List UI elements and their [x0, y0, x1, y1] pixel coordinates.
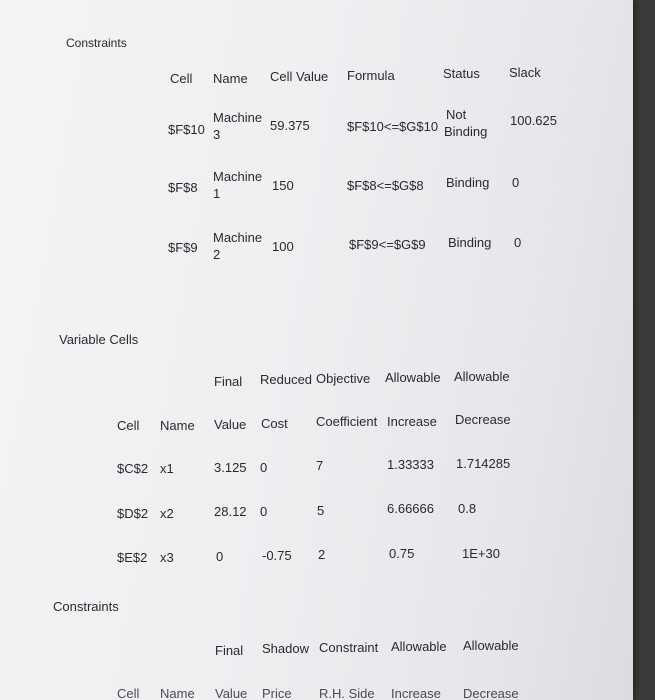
vc-header-allowable-dec: Allowable: [454, 369, 510, 384]
c2-header-name: Name: [160, 686, 195, 700]
row3-value: 100: [272, 239, 294, 254]
row1-cell: $F$10: [168, 122, 205, 137]
vc-row1-cell: $C$2: [117, 461, 149, 476]
row3-name-line2: 2: [213, 247, 221, 262]
section-title-constraints-2: Constraints: [53, 599, 119, 614]
header-slack: Slack: [509, 65, 541, 80]
c2-header-allowable-inc: Allowable: [391, 639, 447, 654]
c2-header-increase: Increase: [391, 686, 441, 700]
vc-row2-reduced: 0: [260, 504, 268, 519]
vc-row3-final: 0: [216, 549, 224, 564]
vc-row2-name: x2: [160, 506, 174, 521]
vc-row3-decrease: 1E+30: [462, 546, 500, 561]
row1-name-line1: Machine: [213, 110, 263, 125]
vc-row2-final: 28.12: [214, 504, 247, 519]
vc-row1-name: x1: [160, 461, 174, 476]
row2-slack: 0: [512, 175, 520, 190]
vc-row3-reduced: -0.75: [262, 548, 292, 563]
vc-header-name: Name: [160, 418, 195, 433]
row2-formula: $F$8<=$G$8: [347, 178, 424, 193]
header-name: Name: [213, 71, 248, 86]
vc-header-cell: Cell: [117, 418, 140, 433]
vc-row2-decrease: 0.8: [458, 501, 477, 516]
vc-row3-cell: $E$2: [117, 550, 148, 565]
row2-cell: $F$8: [168, 180, 198, 195]
vc-row1-objective: 7: [316, 458, 324, 473]
header-cell-value: Cell Value: [270, 69, 329, 84]
vc-row1-decrease: 1.714285: [456, 456, 511, 471]
section-title-variable-cells: Variable Cells: [59, 332, 139, 347]
vc-header-value: Value: [214, 417, 247, 432]
vc-header-reduced: Reduced: [260, 372, 313, 387]
row3-status: Binding: [448, 235, 492, 250]
vc-header-final: Final: [214, 374, 243, 389]
c2-header-value: Value: [215, 686, 248, 700]
vc-header-increase: Increase: [387, 414, 437, 429]
c2-header-constraint: Constraint: [319, 640, 379, 655]
cutoff-header-row: [0, 684, 633, 700]
vc-row2-objective: 5: [317, 503, 325, 518]
c2-header-price: Price: [262, 686, 292, 700]
header-formula: Formula: [347, 68, 395, 83]
row3-cell: $F$9: [168, 240, 198, 255]
header-cell: Cell: [170, 71, 193, 86]
row2-status: Binding: [446, 175, 490, 190]
vc-row1-reduced: 0: [260, 460, 268, 475]
row2-name-line1: Machine: [213, 169, 263, 184]
vc-header-cost: Cost: [261, 416, 288, 431]
vc-header-allowable-inc: Allowable: [385, 370, 441, 385]
header-status: Status: [443, 66, 480, 81]
vc-row1-final: 3.125: [214, 460, 247, 475]
c2-header-rh-side: R.H. Side: [319, 686, 375, 700]
section-title-constraints: Constraints: [66, 36, 127, 50]
vc-header-objective: Objective: [316, 371, 371, 386]
vc-row2-cell: $D$2: [117, 506, 149, 521]
row3-formula: $F$9<=$G$9: [349, 237, 426, 252]
row3-name-line1: Machine: [213, 230, 263, 245]
vc-row1-increase: 1.33333: [387, 457, 434, 472]
row1-status-line1: Not: [446, 107, 467, 122]
vc-row2-increase: 6.66666: [387, 501, 434, 516]
row2-value: 150: [272, 178, 294, 193]
vc-row3-increase: 0.75: [389, 546, 415, 561]
row3-slack: 0: [514, 235, 522, 250]
row1-status-line2: Binding: [444, 124, 488, 139]
row2-name-line2: 1: [213, 186, 221, 201]
c2-header-final: Final: [215, 643, 244, 658]
row1-formula: $F$10<=$G$10: [347, 119, 439, 134]
row1-value: 59.375: [270, 118, 310, 133]
c2-header-allowable-dec: Allowable: [463, 638, 519, 653]
vc-row3-objective: 2: [318, 547, 326, 562]
vc-header-decrease: Decrease: [455, 412, 511, 427]
row1-slack: 100.625: [510, 113, 557, 128]
vc-header-coefficient: Coefficient: [316, 414, 378, 429]
c2-header-shadow: Shadow: [262, 641, 309, 656]
vc-row3-name: x3: [160, 550, 174, 565]
c2-header-cell: Cell: [117, 686, 140, 700]
row1-name-line2: 3: [213, 127, 221, 142]
c2-header-decrease: Decrease: [463, 686, 519, 700]
